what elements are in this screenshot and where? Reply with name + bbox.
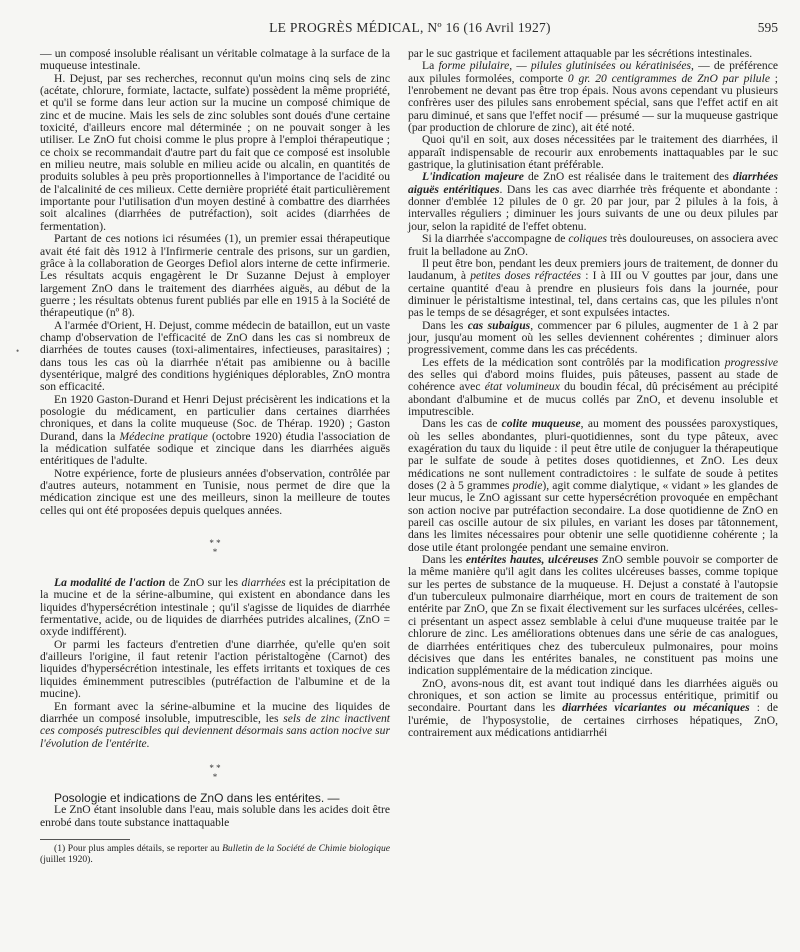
paragraph: Le ZnO étant insoluble dans l'eau, mais soluble dans les acides doit être enrobé dans toute substance inattaquable <box>40 803 390 829</box>
paragraph: — un composé insoluble réalisant un véritable colmatage à la surface de la muqueuse intestinale. <box>40 47 390 73</box>
paragraph: En 1920 Gaston-Durand et Henri Dejust précisèrent les indications et la posologie du médicament, en particulier dans certaines diarrhées chroniques, et dans la colite muqueuse (Soc. de Thérap. 1920) ; Gaston Durand, dans la Médecine pratique (octobre 1920) étudia l'association de la médication sulfatée sodique et zincique dans les diarrhées aiguës entéritiques de l'adulte. <box>40 392 391 468</box>
section-heading: Posologie et indications de ZnO dans les entérites. — <box>54 790 340 805</box>
left-column <box>40 48 390 865</box>
paragraph: Dans les cas de colite muqueuse, au moment des poussées paroxystiques, où les selles abondantes, pluri-quotidiennes, sont du type pâteux, avec exagération du taux du liquide : il peut être utile de conjuguer la thérapeutique par le sulfate de soude à petites doses quotidiennes, et ZnO. Les deux médications ne sont nullement contradictoires : le sulfate de soude à petites doses (2 à 5 grammes prodie), agit comme dialytique, « vidant » les glandes de leur mucus, le ZnO agissant sur cette hypersécrétion provoquée en empêchant son action nocive par putréfaction secondaire. La dose quotidienne de ZnO en pareil cas oscille autour de six pilules, en variant les doses par tâtonnement, dans les limites nécessaires pour obtenir une selle quotidienne cohérente ; la dose utile étant prolongée pendant une semaine environ. <box>408 417 778 554</box>
paragraph: ZnO, avons-nous dit, est avant tout indiqué dans les diarrhées aiguës ou chroniques, et son action se limite au processus entéritique, primitif ou secondaire. Pourtant dans les diarrhées vicariantes ou mécaniques : de l'urémie, de l'hyposystolie, de certaines cirrhoses hépatiques, ZnO, contrairement aux médications antidiarrhéi <box>408 676 779 739</box>
paragraph: par le suc gastrique et facilement attaquable par les sécrétions intestinales. <box>408 47 753 60</box>
paragraph: H. Dejust, par ses recherches, reconnut qu'un moins cinq sels de zinc (acétate, chlorure, formiate, lactacte, sulfate) possèdent la même propriété, et qu'il se forme dans leur action sur la mucine un composé chimique de zinc et de mucine. Mais les sels de zinc solubles sont doués d'une certaine toxicité, d'ailleurs encore mal déterminée ; on ne pouvait songer à les utiliser. Le ZnO fut choisi comme le plus propre à l'emploi thérapeutique ; ce choix se recommandait d'autre part du fait que ce composé est insoluble en milieu neutre, mais soluble en milieu acide ou alcalin, en quantités de produits solubles à peu près proportionnelles à l'importance de l'acidité ou de l'alcalinité de ces milieux. Cette dernière propriété était particulièrement importante pour l'utilisation d'un moyen destiné à combattre des diarrhées soit alcalines (diarrhées de putréfaction), soit acides (diarrhées de fermentation). <box>40 71 390 233</box>
paragraph: Dans les entérites hautes, ulcéreuses ZnO semble pouvoir se comporter de la même manière qu'il agit dans les colites ulcéreuses basses, comme topique sur les pertes de substance de la muqueuse. H. Dejust a constaté à l'autopsie d'un tuberculeux pulmonaire diarrhéique, mort en cours de traitement de son entérite par ZnO, que Zn se fixait électivement sur les surfaces ulcérées, celles-ci présentant un aspect assez semblable à celui d'une muqueuse traitée par le chlorure de zinc. Les améliorations obtenues dans une série de cas analogues, de diarrhées entéritiques chez des tuberculeux pulmonaires, pour moins décisives que dans les entérites banales, ne constituent pas moins une indication supplémentaire de la médication zincique. <box>408 553 778 678</box>
paragraph: Notre expérience, forte de plusieurs années d'observation, contrôlée par d'autres auteurs, notamment en Tunisie, nous permet de dire que la médication zincique est une des meilleurs, sinon la meilleure de toutes celles qui ont été proposées depuis quelques années. <box>40 466 390 517</box>
paragraph: A l'armée d'Orient, H. Dejust, comme médecin de bataillon, eut un vaste champ d'observation de l'efficacité de ZnO dans les cas si nombreux de diarrhées de toutes causes (toxi-alimentaires, infectieuses, parasitaires) ; dans tous les cas où la diarrhée n'était pas amibienne ou à bacille dysentérique, malgré des conditions hygiéniques déplorables, ZnO montra son efficacité. <box>40 318 390 394</box>
paragraph: Partant de ces notions ici résumées (1), un premier essai thérapeutique avait été fait dès 1912 à l'Infirmerie centrale des prisons, sur un gardien, grâce à la collaboration de Georges Defiol alors interne de cette infirmerie. Les résultats acquis engagèrent le Dr Suzanne Dejust à employer largement ZnO dans le traitement des diarrhées aiguës, au début de la guerre ; les résultats obtenus furent publiés par elle en 1915 à la Société de thérapeutique (nº 8). <box>40 232 390 320</box>
paragraph: Il peut être bon, pendant les deux premiers jours de traitement, de donner du laudanum, à petites doses réfractées : I à III ou V gouttes par jour, dans une certaine quantité d'eau à prendre en plusieurs fois dans la journée, pour diminuer le péristaltisme intestinal, tel, dans certains cas, que les pilules n'ont pas le temps de se désagréger, et sont expulsées intactes. <box>408 256 778 320</box>
paragraph: Dans les cas subaigus, commencer par 6 pilules, augmenter de 1 à 2 par jour, jusqu'au moment où les selles deviennent cohérentes ; diminuer alors progressivement, comme dans les cas précédents. <box>408 318 778 357</box>
paragraph: Quoi qu'il en soit, aux doses nécessitées par le traitement des diarrhées, il apparaît indispensable de recourir aux enrobements inattaquables par le suc gastrique, la glutinisation étant préférable. <box>408 133 778 172</box>
right-column <box>408 48 778 739</box>
paragraph: La modalité de l'action de ZnO sur les diarrhées est la précipitation de la mucine et de la sérine-albumine, qui existent en abondance dans les liquides d'hypersécrétion intestinale ; qu'il s'agisse de liquides de diarrhée fermentative, acide, ou de liquides de diarrhées putrides alcalines, (ZnO = oxyde indifférent). <box>40 576 390 639</box>
paragraph: L'indication majeure de ZnO est réalisée dans le traitement des diarrhées aiguës entéritiques. Dans les cas avec diarrhée très fréquente et abondante : donner d'emblée 12 pilules de 0 gr. 20 par jour, par 2 pilules à la fois, à intervalles réguliers ; diminuer les jours suivants de une ou deux pilules par jour, selon la rapidité de l'effet obtenu. <box>408 170 779 233</box>
page-number: 595 <box>757 20 778 35</box>
paragraph: En formant avec la sérine-albumine et la mucine des liquides de diarrhée un composé insoluble, imputrescible, les sels de zinc inactivent ces composés putrescibles qui deviennent désormais sans action nocive sur l'évolution de l'entérite. <box>40 699 390 750</box>
running-title: LE PROGRÈS MÉDICAL, Nº 16 (16 Avril 1927) <box>269 20 551 35</box>
paragraph: Si la diarrhée s'accompagne de coliques très douloureuses, on associera avec fruit la belladone au ZnO. <box>408 232 778 258</box>
footnote: (1) Pour plus amples détails, se reporter au Bulletin de la Société de Chimie biologique (juillet 1920). <box>40 842 390 865</box>
page-header <box>42 20 778 40</box>
paragraph: Or parmi les facteurs d'entretien d'une diarrhée, qu'elle qu'en soit d'ailleurs l'origine, il faut retenir l'action péristaltogène (Carnot) des liquides d'hypersécrétion intestinale, les effets irritants et toxiques de ces liquides éminemment putrescibles (putréfaction de l'albumine et de la mucine). <box>40 637 390 701</box>
paragraph: La forme pilulaire, — pilules glutinisées ou kératinisées, — de préférence aux pilules formolées, comporte 0 gr. 20 centigrammes de ZnO par pilule ; l'enrobement ne devant pas être trop épais. Nous avons cependant vu plusieurs confrères user des pilules sans enrobement spécial, sans que l'effet actif en ait paru diminué, et sans que l'effet nocif — présumé — sur la muqueuse gastrique (par production de chlorure de zinc), ait été noté. <box>408 59 778 135</box>
paragraph: Les effets de la médication sont contrôlés par la modification progressive des selles qui d'abord moins fluides, puis pâteuses, passent au stade de cohérence avec état volumineux du boudin fécal, dû précisément au précipité abondant d'albumine et de mucus collés par ZnO, et devenu insoluble et imputrescible. <box>408 355 779 418</box>
section-separator: * * * <box>209 538 221 558</box>
margin-mark: • <box>16 346 20 356</box>
footnote-rule <box>40 839 130 840</box>
section-separator: * * * <box>209 762 221 782</box>
